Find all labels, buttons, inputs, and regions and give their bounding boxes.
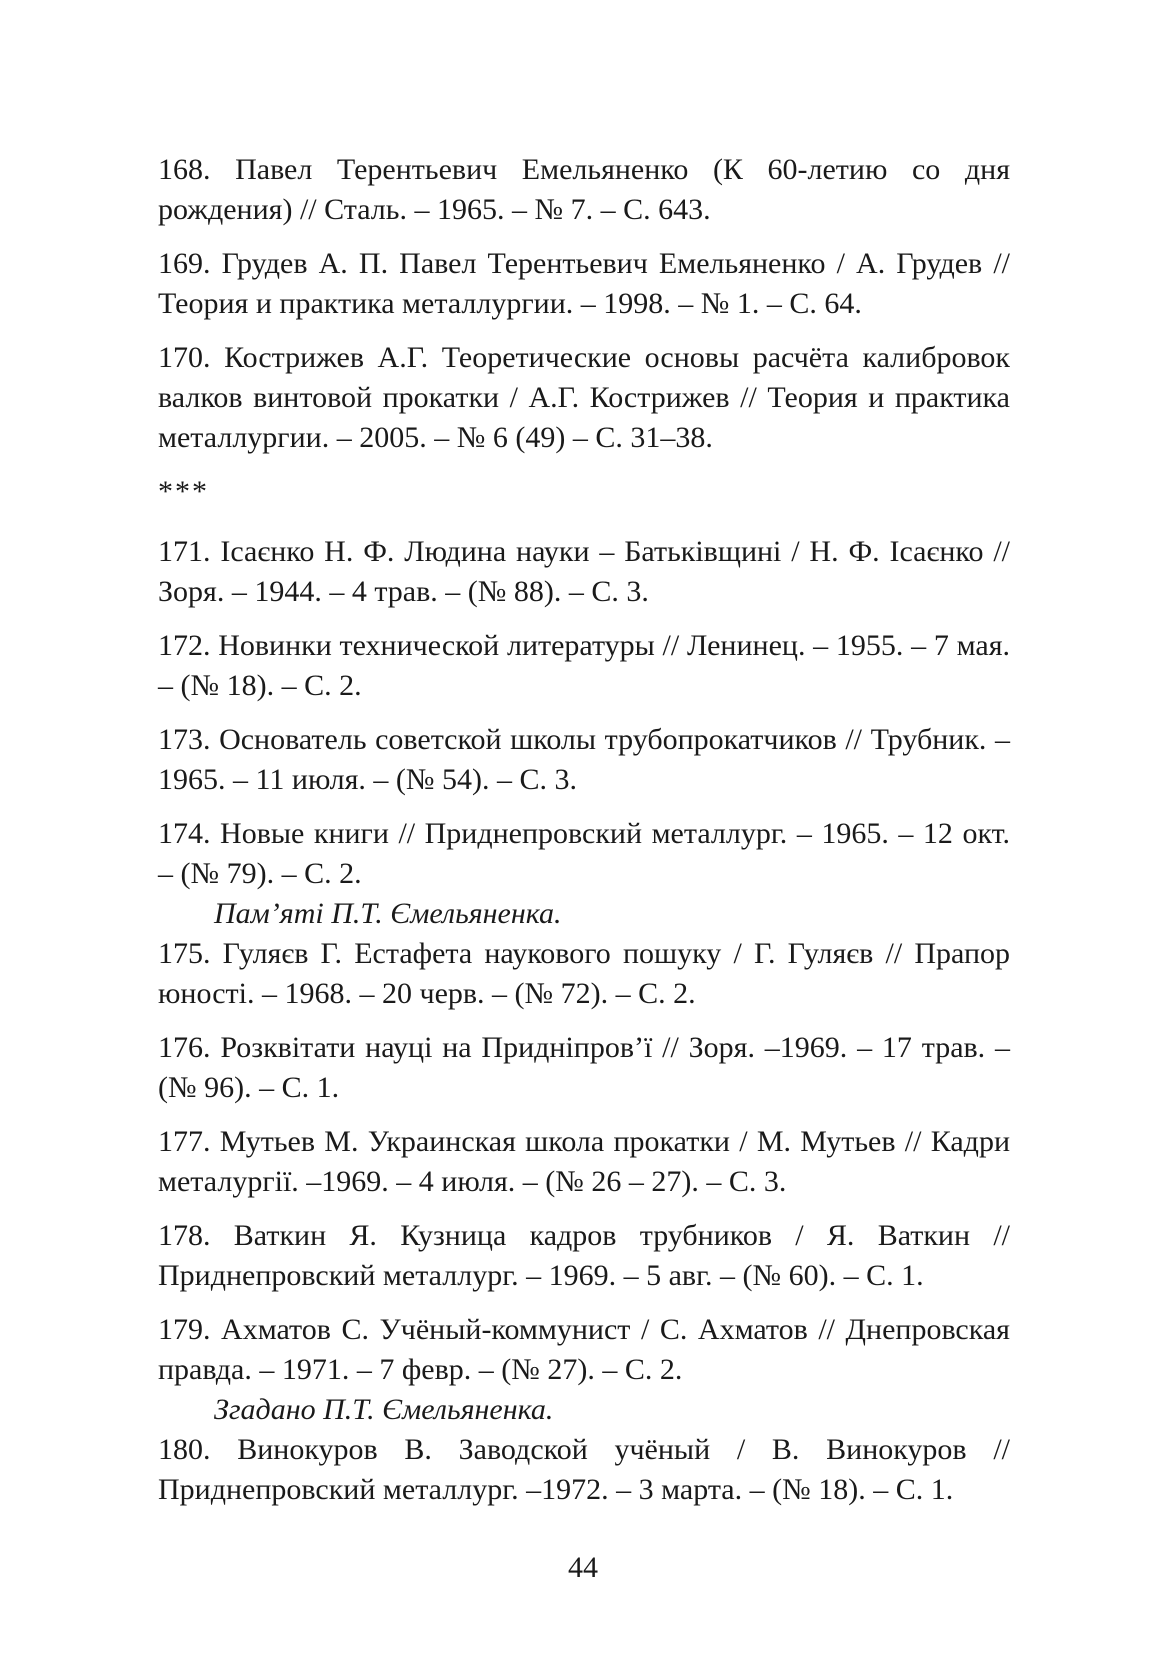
entry-168: 168. Павел Терентьевич Емельяненко (К 60-летию со дня рождения) // Сталь. – 1965. – № 7. – С. 643. bbox=[158, 153, 1010, 226]
entry-169: 169. Грудев А. П. Павел Терентьевич Емельяненко / А. Грудев // Теория и практика металлургии. – 1998. – № 1. – С. 64. bbox=[158, 247, 1010, 320]
page-number: 44 bbox=[568, 1551, 598, 1584]
entry-174-note: Пам’яті П.Т. Ємельяненка. bbox=[214, 897, 562, 930]
entry-175: 175. Гуляєв Г. Естафета наукового пошуку / Г. Гуляєв // Прапор юності. – 1968. – 20 черв. – (№ 72). – С. 2. bbox=[158, 937, 1010, 1010]
entry-173: 173. Основатель советской школы трубопрокатчиков // Трубник. – 1965. – 11 июля. – (№ 54). – С. 3. bbox=[158, 723, 1010, 796]
section-separator: *** bbox=[158, 475, 209, 508]
entry-179-note: Згадано П.Т. Ємельяненка. bbox=[214, 1393, 554, 1426]
entry-176: 176. Розквітати науці на Придніпров’ї // Зоря. –1969. – 17 трав. – (№ 96). – С. 1. bbox=[158, 1031, 1010, 1104]
entry-178: 178. Ваткин Я. Кузница кадров трубников / Я. Ваткин // Приднепровский металлург. – 1969. – 5 авг. – (№ 60). – С. 1. bbox=[158, 1219, 1010, 1292]
entry-177: 177. Мутьев М. Украинская школа прокатки / М. Мутьев // Кадри металургії. –1969. – 4 июля. – (№ 26 – 27). – С. 3. bbox=[158, 1125, 1010, 1198]
entry-180: 180. Винокуров В. Заводской учёный / В. Винокуров // Приднепровский металлург. –1972. – 3 марта. – (№ 18). – С. 1. bbox=[158, 1433, 1010, 1506]
entry-170: 170. Кострижев А.Г. Теоретические основы расчёта калибровок валков винтовой прокатки / А.Г. Кострижев // Теория и практика металлургии. – 2005. – № 6 (49) – С. 31–38. bbox=[158, 341, 1010, 454]
entry-179: 179. Ахматов С. Учёный-коммунист / С. Ахматов // Днепровская правда. – 1971. – 7 февр. – (№ 27). – С. 2. bbox=[158, 1313, 1010, 1386]
bibliography-page bbox=[158, 150, 1010, 1524]
entry-171: 171. Ісаєнко Н. Ф. Людина науки – Батьківщині / Н. Ф. Ісаєнко // Зоря. – 1944. – 4 трав. – (№ 88). – С. 3. bbox=[158, 535, 1010, 608]
entry-172: 172. Новинки технической литературы // Ленинец. – 1955. – 7 мая. – (№ 18). – С. 2. bbox=[158, 629, 1010, 702]
entry-174: 174. Новые книги // Приднепровский металлург. – 1965. – 12 окт. – (№ 79). – С. 2. bbox=[158, 817, 1010, 890]
